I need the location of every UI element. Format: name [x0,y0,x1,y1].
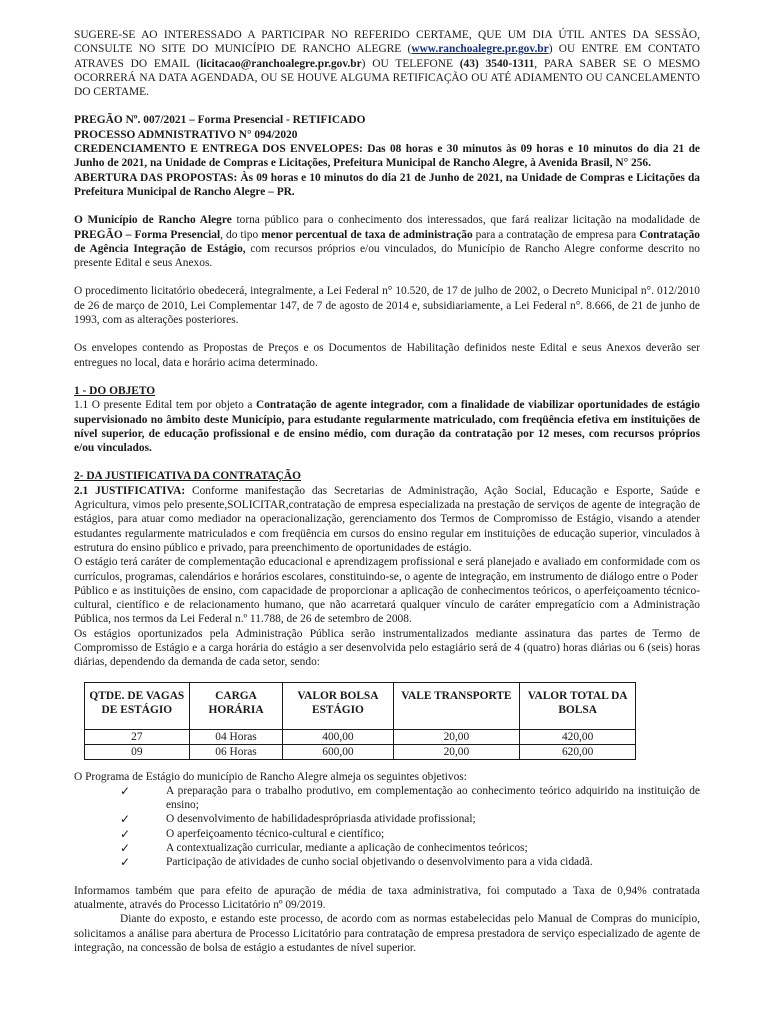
table-header-cell: QTDE. DE VAGAS DE ESTÁGIO [85,682,190,729]
justificativa-paragraph-1 [74,484,700,555]
justificativa-paragraph-2: O estágio terá caráter de complementação educacional e aprendizagem profissional e será planejado e avaliado em conformidade com os currículos, programas, calendários e horários escolares, constituindo-se, o agente de integração, em instrumento de diálogo entre o Poder [74,556,700,583]
phone-text: (43) 3540-1311 [459,57,535,70]
closing-paragraph-2: Diante do exposto, e estando este processo, de acordo com as normas estabelecidas pelo Manual de Compras do município, solicitamos a análise para abertura de Processo Licitatório para contratação de empresa prestadora de serviço especializado de agente de integração, na concessão de bolsa de estágio a estudantes de nível superior. [74,913,700,954]
preamble-text-2: , do tipo [220,228,262,241]
intro-text-4: , PARA SABER SE O MESMO OCORRERÁ NA DATA AGENDADA, OU SE HOUVE ALGUMA RETIFICAÇÃO OU ATÉ ADIAMENTO OU CANCELAMENTO DO CERTAME. [74,57,700,99]
table-header-cell: VALE TRANSPORTE [393,682,520,729]
table-cell: 09 [85,744,190,759]
objeto-bold: Contratação de agente integrador, com a finalidade de viabilizar oportunidades de estágio supervisionado no âmbito deste Município, para estudante regularmente matriculado, com freqüência efetiva em instituições de nível superior, de educação profissional e de ensino médio, com duração da contratação por 12 meses, com recursos próprios e/ou vinculados. [74,399,700,455]
document-page [74,28,700,955]
preamble-text-3: para a contratação de empresa para [472,228,640,241]
objetivo-text: O desenvolvimento de habilidadesprópriasda atividade profissional; [166,813,476,826]
envelopes-paragraph: Os envelopes contendo as Propostas de Preços e os Documentos de Habilitação definidos neste Edital e seus Anexos deverão ser entregues no local, data e horário acima determinado. [74,342,700,369]
table-cell: 06 Horas [189,744,283,759]
intro-text-1: SUGERE-SE AO INTERESSADO A PARTICIPAR NO REFERIDO CERTAME, QUE UM DIA ÚTIL ANTES DA SESSÃO, CONSULTE NO SITE DO MUNICÍPIO DE RANCHO ALEGRE ( [74,29,700,56]
intro-text-2: ) OU ENTRE EM CONTATO ATRAVES DO EMAIL ( [74,43,700,70]
website-link[interactable]: www.ranchoalegre.pr.gov.br [411,43,549,56]
pregao-title: PREGÃO Nº. 007/2021 – Forma Presencial - RETIFICADO [74,114,366,127]
justificativa-paragraph-4: Os estágios oportunizados pela Administração Pública serão instrumentalizados mediante assinatura das partes de Termo de Compromisso de Estágio e a carga horária do estágio a ser desenvolvida pelo estagiário será de 4 (quatro) horas diárias ou 6 (seis) horas diárias, dependendo da demanda de cada setor, sendo: [74,627,700,669]
table-cell: 620,00 [520,744,636,759]
table-cell: 04 Horas [189,729,283,744]
intro-paragraph [74,28,700,99]
objeto-paragraph [74,398,700,455]
justificativa-paragraph-3: Público e as instituições de ensino, com capacidade de proporcionar a aplicação de conhecimentos teóricos, o aperfeiçoamento técnico-cultural, científico e de relacionamento humano, que não acarretará qualquer vínculo de caráter empregatício com a Administração Pública, nos termos da Lei Federal n.º 11.788, de 26 de setembro de 2008. [74,584,700,626]
objeto-text: 1.1 O presente Edital tem por objeto a [74,399,256,412]
table-cell: 20,00 [393,729,520,744]
email-text: licitacao@ranchoalegre.pr.gov.br [200,57,362,70]
table-header-cell: VALOR TOTAL DA BOLSA [520,682,636,729]
objetivo-text: A contextualização curricular, mediante a aplicação de conhecimentos teóricos; [166,842,528,855]
estagio-table [84,682,636,760]
table-row [85,744,636,759]
objeto-heading: 1 - DO OBJETO [74,384,156,397]
objetivo-text: O aperfeiçoamento técnico-cultural e científico; [166,827,385,840]
objetivo-text: A preparação para o trabalho produtivo, em complementação ao conhecimento teórico adquirido na instituição de ensino; [166,784,700,812]
table-cell: 400,00 [283,729,393,744]
checkmark-icon: ✓ [120,783,131,798]
preamble-bold-4: Contratação de Agência Integração de Estágio, [74,228,700,255]
programa-intro: O Programa de Estágio do município de Rancho Alegre almeja os seguintes objetivos: [74,770,467,783]
objetivos-list [74,784,700,870]
table-cell: 420,00 [520,729,636,744]
preamble-bold-1: O Município de Rancho Alegre [74,214,232,227]
table-header-row [85,682,636,729]
preamble-paragraph [74,213,700,270]
preamble-bold-2: PREGÃO – Forma Presencial [74,228,221,241]
abertura-text: ABERTURA DAS PROPOSTAS: Às 09 horas e 10 minutos do dia 21 de Junho de 2021, na Unidade de Compras e Licitações da Prefeitura Municipal de Rancho Alegre – PR. [74,171,700,198]
table-cell: 600,00 [283,744,393,759]
table-cell: 20,00 [393,744,520,759]
intro-text-3: ) OU TELEFONE [361,57,460,70]
table-header-cell: VALOR BOLSA ESTÁGIO [283,682,393,729]
checkmark-icon: ✓ [120,826,131,841]
checkmark-icon: ✓ [120,855,131,870]
list-item [74,855,700,869]
justificativa-label: 2.1 JUSTIFICATIVA: [74,484,186,497]
procedimento-paragraph: O procedimento licitatório obedecerá, integralmente, a Lei Federal n° 10.520, de 17 de julho de 2002, o Decreto Municipal n°. 012/2010 de 26 de março de 2010, Lei Complementar 147, de 7 de agosto de 2014 e, subsidiariamente, a Lei Federal n°. 8.666, de 21 de junho de 1993, com as alterações posteriores. [74,285,700,327]
checkmark-icon: ✓ [120,812,131,827]
list-item [74,784,700,813]
justificativa-heading: 2- DA JUSTIFICATIVA DA CONTRATAÇÃO [74,470,301,483]
checkmark-icon: ✓ [120,841,131,856]
list-item [74,812,700,826]
objetivo-text: Participação de atividades de cunho social objetivando o desenvolvimento para a vida cidadã. [166,856,593,869]
processo-title: PROCESSO ADMNISTRATIVO N° 094/2020 [74,128,298,141]
list-item [74,841,700,855]
table-cell: 27 [85,729,190,744]
table-header-cell: CARGA HORÁRIA [189,682,283,729]
justificativa-text-1: Conforme manifestação das Secretarias de Administração, Ação Social, Educação e Esporte, Saúde e Agricultura, vimos pelo presente,SOLICITAR,contratação de empresa especializada na prestação de serviços de agente de integração de estágios, para atuar como mediador na operacionalização, gerenciamento dos Termos de Compromisso de Estágio, visando a atender estudantes regularmente matriculados e com freqüência em cursos do ensino regular em instituições de educação superior, vinculados à estrutura do ensino público e privado, para preenchimento de oportunidades de estágio. [74,484,700,554]
preamble-bold-3: menor percentual de taxa de administração [261,228,473,241]
closing-paragraph-1: Informamos também que para efeito de apuração de média de taxa administrativa, foi computado a Taxa de 0,94% contratada atualmente, através do Processo Licitatório nº 09/2019. [74,884,700,911]
preamble-text-4: com recursos próprios e/ou vinculados, do Município de Rancho Alegre conforme descrito no presente Edital e seus Anexos. [74,242,700,270]
list-item [74,827,700,841]
table-row [85,729,636,744]
credenciamento-text: CREDENCIAMENTO E ENTREGA DOS ENVELOPES: Das 08 horas e 30 minutos às 09 horas e 10 minutos do dia 21 de Junho de 2021, na Unidade de Compras e Licitações, Prefeitura Municipal de Rancho Alegre, à Avenida Brasil, N° 256. [74,143,700,170]
preamble-text-1: torna público para o conhecimento dos interessados, que fará realizar licitação na modalidade de [231,214,700,227]
